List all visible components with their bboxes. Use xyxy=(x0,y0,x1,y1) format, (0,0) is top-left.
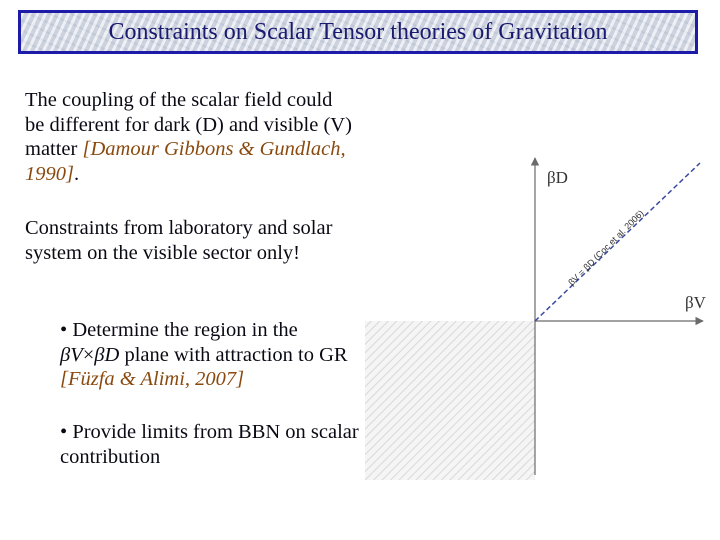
paragraph-constraints: Constraints from laboratory and solar system on the visible sector only! xyxy=(25,217,333,264)
paragraph-coupling xyxy=(25,88,355,186)
y-axis-label: βD xyxy=(547,168,568,187)
times-symbol: × xyxy=(82,343,95,366)
x-axis-label: βV xyxy=(685,293,706,312)
citation-fuzfa: [Füzfa & Alimi, 2007] xyxy=(60,368,245,390)
slide-title-bar xyxy=(18,10,698,54)
para1-text: The coupling of the scalar field could be different for dark (D) and visible (V) matter xyxy=(25,89,352,160)
bullet2-text: Provide limits from BBN on scalar contribution xyxy=(60,421,359,468)
beta-v-symbol: βV xyxy=(60,343,83,366)
citation-damour: [Damour Gibbons & Gundlach, 1990] xyxy=(25,138,346,185)
beta-d-symbol: βD xyxy=(94,343,120,366)
slide-title: Constraints on Scalar Tensor theories of Gravitation xyxy=(108,18,608,45)
bullet-mark: • xyxy=(60,421,68,443)
bullet-determine-region xyxy=(60,318,360,392)
bullet1-tail: plane with attraction to GR xyxy=(119,343,348,366)
equality-line-label: βV = βD (Coc et al. 2006) xyxy=(566,208,646,288)
bullet1-lead: Determine the region in the xyxy=(72,319,298,341)
bullet-mark: • xyxy=(60,319,68,341)
beta-plane-diagram xyxy=(365,140,710,480)
para1-period: . xyxy=(73,162,80,185)
bullet-bbn-limits xyxy=(60,420,360,469)
attraction-region-hatched xyxy=(365,321,535,480)
